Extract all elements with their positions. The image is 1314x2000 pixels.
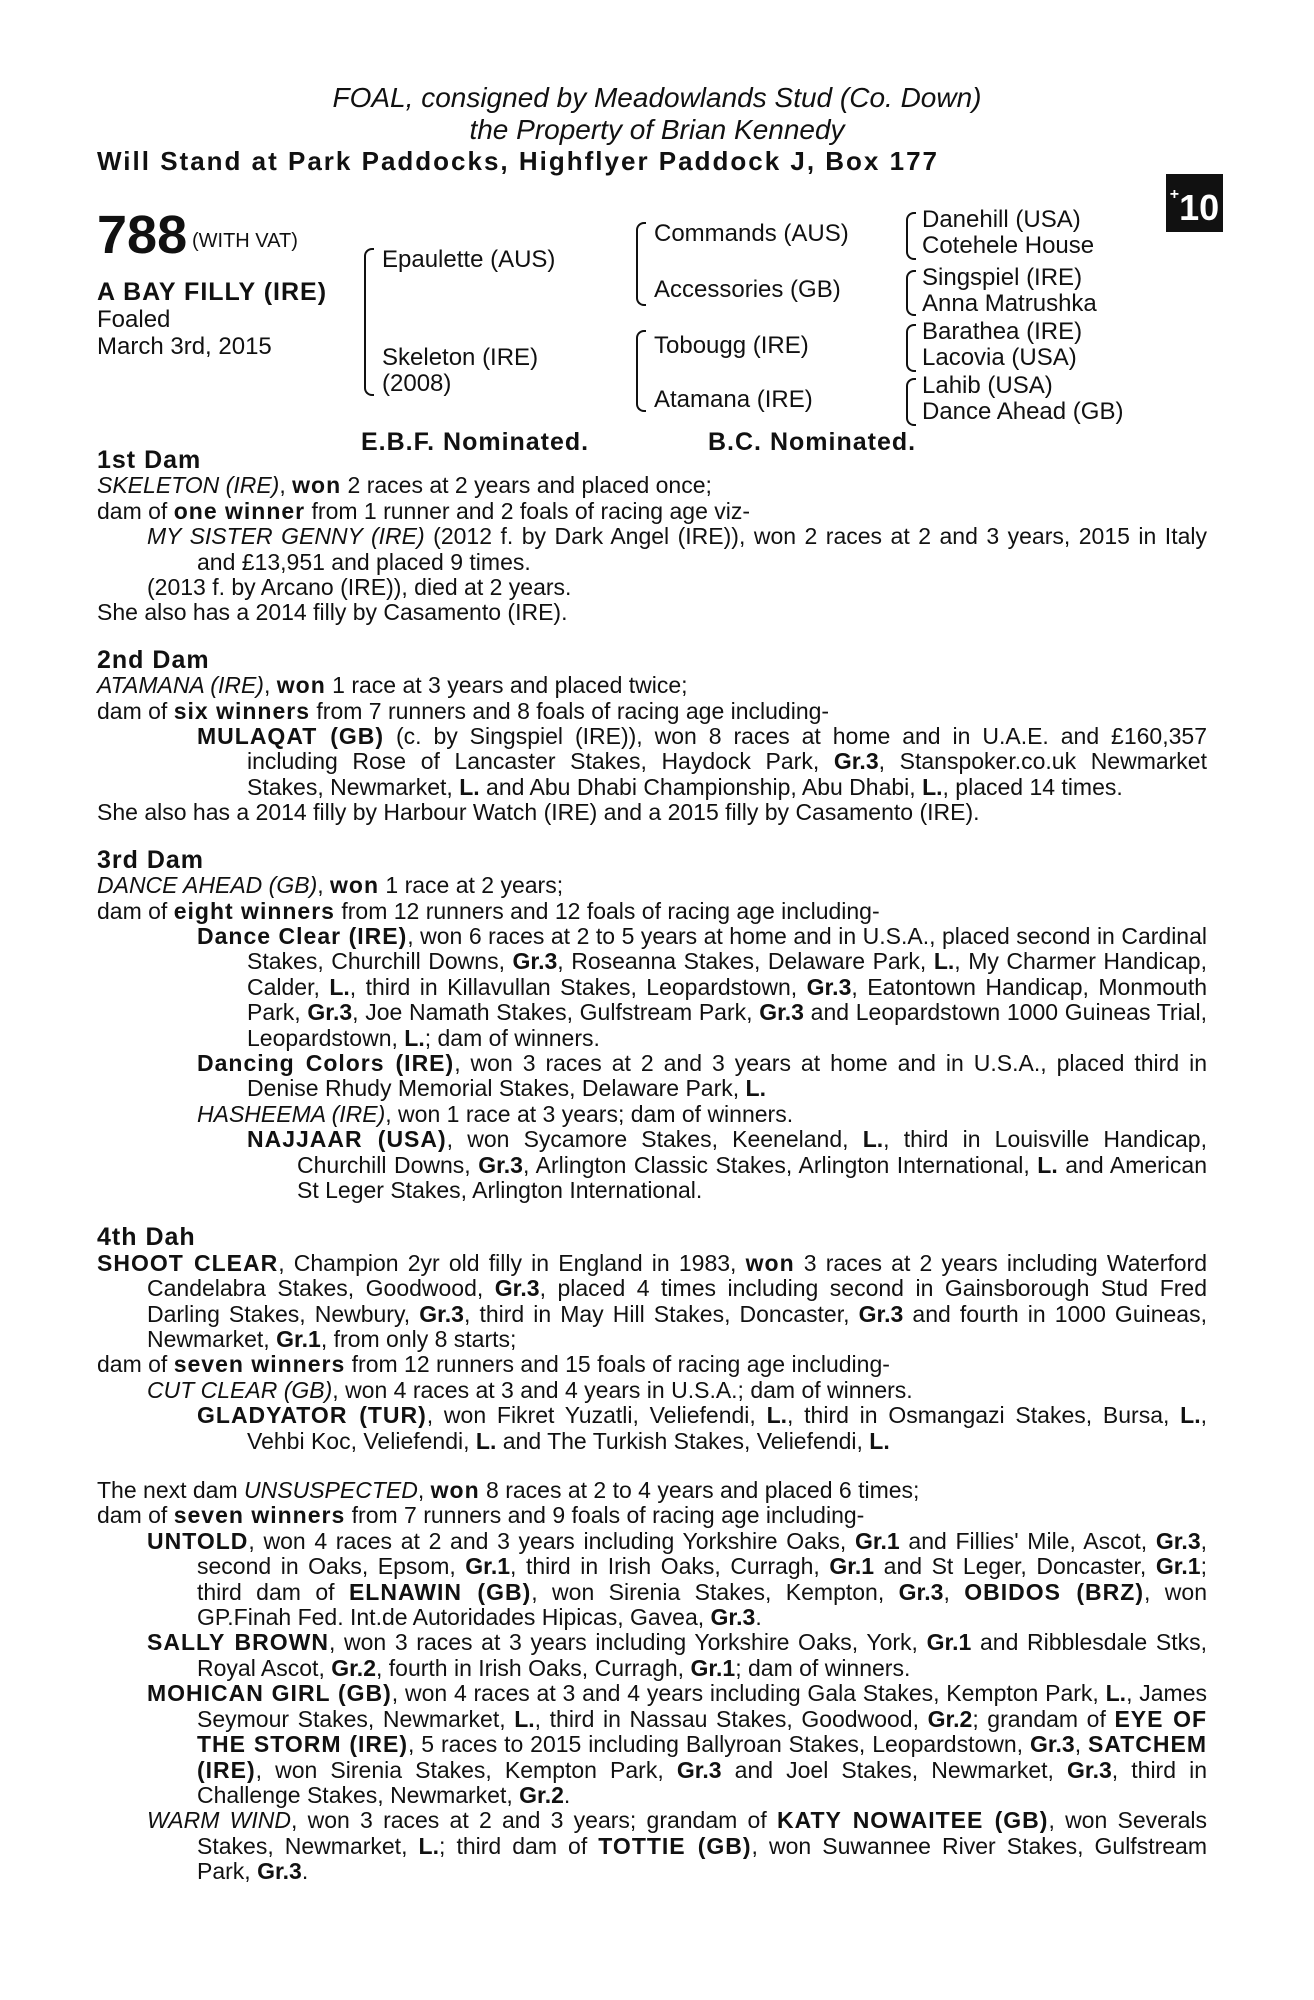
owner-line: the Property of Brian Kennedy [469, 114, 845, 145]
fourth-dam-line: SHOOT CLEAR, Champion 2yr old filly in England in 1983, won 3 races at 2 years including Waterford Candelabra Stakes, Goodwood, Gr.3, placed 4 times including second in Gainsborough Stud Fred Darling Stakes, Newbury, Gr.3, third in May Hill Stakes, Doncaster, Gr.3 and fourth in 1000 Guineas, Newmarket, Gr.1, from only 8 starts; [97, 1249, 1208, 1352]
ped-g3-5: Barathea (IRE) [922, 318, 1083, 345]
first-dam-produce: dam of one winner from 1 runner and 2 foals of racing age viz- [97, 497, 751, 524]
next-dam-foal-4: WARM WIND, won 3 races at 2 and 3 years; grandam of KATY NOWAITEE (GB), won Severals Stakes, Newmarket, L.; third dam of TOTTIE (GB), won Suwannee River Stakes, Gulfstream Park, Gr.3. [147, 1807, 1207, 1885]
third-dam-foal-3: HASHEEMA (IRE), won 1 race at 3 years; dam of winners. [197, 1100, 794, 1127]
fourth-dam-heading: 4th Dah [97, 1223, 196, 1252]
first-dam-note: She also has a 2014 filly by Casamento (IRE). [97, 599, 568, 626]
consignor-line: FOAL, consigned by Meadowlands Stud (Co. Down) [332, 82, 982, 113]
ped-g3-3: Singspiel (IRE) [922, 264, 1083, 291]
brace-g3-3 [906, 324, 916, 372]
ped-g3-6: Lacovia (USA) [922, 344, 1077, 371]
pedigree-notes [97, 448, 1207, 1885]
fourth-dam-grandfoal: GLADYATOR (TUR), won Fikret Yuzatli, Veliefendi, L., third in Osmangazi Stakes, Bursa, L., Vehbi Koc, Veliefendi, L. and The Turkish Stakes, Veliefendi, L. [197, 1402, 1207, 1454]
ped-g3-2: Cotehele House [922, 232, 1095, 259]
first-dam-foal-2: (2013 f. by Arcano (IRE)), died at 2 years. [147, 574, 572, 601]
brace-g3-2 [906, 270, 916, 316]
ped-g3-7: Lahib (USA) [922, 372, 1053, 399]
stand-location: Will Stand at Park Paddocks, Highflyer Paddock J, Box 177 [97, 146, 939, 176]
badge-number: 10 [1179, 187, 1220, 228]
ped-dam-sire: Tobougg (IRE) [654, 332, 809, 359]
ped-g3-4: Anna Matrushka [922, 290, 1097, 317]
brace-g3-4 [906, 378, 916, 426]
third-dam-foal-2: Dancing Colors (IRE), won 3 races at 2 and 3 years at home and in U.S.A., placed third in Denise Rhudy Memorial Stakes, Delaware Park, L. [197, 1049, 1207, 1102]
third-dam-grandfoal: NAJJAAR (USA), won Sycamore Stakes, Keeneland, L., third in Louisville Handicap, Churchill Downs, Gr.3, Arlington Classic Stakes, Arlington International, L. and American St Leger Stakes, Arlington International. [247, 1126, 1207, 1203]
third-dam-foal-1: Dance Clear (IRE), won 6 races at 2 to 5 years at home and in U.S.A., placed second in Cardinal Stakes, Churchill Downs, Gr.3, Roseanna Stakes, Delaware Park, L., My Charmer Handicap, Calder, L., third in Killavullan Stakes, Leopardstown, Gr.3, Eatontown Handicap, Monmouth Park, Gr.3, Joe Namath Stakes, Gulfstream Park, Gr.3 and Leopardstown 1000 Guineas Trial, Leopardstown, L.; dam of winners. [197, 922, 1208, 1051]
first-dam-foal-1: MY SISTER GENNY (IRE) (2012 f. by Dark Angel (IRE)), won 2 races at 2 and 3 years, 2015 in Italy and £13,951 and placed 9 times. [147, 523, 1207, 575]
first-dam-line: SKELETON (IRE), won 2 races at 2 years and placed once; [97, 472, 712, 499]
next-dam-produce: dam of seven winners from 7 runners and 9 foals of racing age including- [97, 1502, 865, 1529]
lot-title: A BAY FILLY (IRE) [97, 278, 328, 306]
ped-dam-year: (2008) [382, 370, 452, 397]
fourth-dam-produce: dam of seven winners from 12 runners and 15 foals of racing age including- [97, 1351, 890, 1378]
foaled-label: Foaled [97, 306, 171, 333]
ped-dam: Skeleton (IRE) [382, 344, 539, 371]
ped-g3-8: Dance Ahead (GB) [922, 398, 1124, 425]
ped-sire-dam: Accessories (GB) [654, 276, 841, 303]
second-dam-heading: 2nd Dam [97, 645, 210, 674]
bc-nominated: B.C. Nominated. [708, 428, 917, 456]
foaled-block [97, 306, 272, 360]
ped-sire-sire: Commands (AUS) [654, 220, 849, 247]
second-dam-foal-1: MULAQAT (GB) (c. by Singspiel (IRE)), won 8 races at home and in U.A.E. and £160,357 including Rose of Lancaster Stakes, Haydock Park, Gr.3, Stanspoker.co.uk Newmarket Stakes, Newmarket, L. and Abu Dhabi Championship, Abu Dhabi, L., placed 14 times. [197, 723, 1207, 800]
third-dam-produce: dam of eight winners from 12 runners and 12 foals of racing age including- [97, 897, 880, 924]
lot-number: 788 [97, 205, 188, 265]
brace-generation1 [364, 248, 374, 396]
brace-dam-parents [636, 330, 646, 412]
ped-dam-dam: Atamana (IRE) [654, 386, 813, 413]
brace-sire-parents [636, 222, 646, 306]
next-dam-foal-1: UNTOLD, won 4 races at 2 and 3 years including Yorkshire Oaks, Gr.1 and Fillies' Mile, Ascot, Gr.3, second in Oaks, Epsom, Gr.1, third in Irish Oaks, Curragh, Gr.1 and St Leger, Doncaster, Gr.1; third dam of ELNAWIN (GB), won Sirenia Stakes, Kempton, Gr.3, OBIDOS (BRZ), won GP.Finah Fed. Int.de Autoridades Hipicas, Gavea, Gr.3. [147, 1527, 1208, 1631]
brace-g3-1 [906, 212, 916, 260]
third-dam-line: DANCE AHEAD (GB), won 1 race at 2 years; [97, 872, 564, 899]
ped-g3-1: Danehill (USA) [922, 206, 1081, 233]
vat-note: (WITH VAT) [192, 230, 298, 252]
badge-mark: + [1169, 186, 1180, 203]
next-dam-foal-3: MOHICAN GIRL (GB), won 4 races at 3 and 4 years including Gala Stakes, Kempton Park, L., James Seymour Stakes, Newmarket, L., third in Nassau Stakes, Goodwood, Gr.2; grandam of EYE OF THE STORM (IRE), 5 races to 2015 including Ballyroan Stakes, Leopardstown, Gr.3, SATCHEM (IRE), won Sirenia Stakes, Kempton Park, Gr.3 and Joel Stakes, Newmarket, Gr.3, third in Challenge Stakes, Newmarket, Gr.2. [147, 1680, 1208, 1808]
third-dam-heading: 3rd Dam [97, 845, 205, 874]
next-dam-line: The next dam UNSUSPECTED, won 8 races at 2 to 4 years and placed 6 times; [97, 1477, 920, 1504]
ebf-nominated: E.B.F. Nominated. [361, 428, 590, 456]
next-dam-foal-2: SALLY BROWN, won 3 races at 3 years including Yorkshire Oaks, York, Gr.1 and Ribblesdale Stks, Royal Ascot, Gr.2, fourth in Irish Oaks, Curragh, Gr.1; dam of winners. [147, 1629, 1207, 1681]
second-dam-note: She also has a 2014 filly by Harbour Watch (IRE) and a 2015 filly by Casamento (IRE). [97, 799, 980, 826]
first-dam-heading: 1st Dam [97, 446, 202, 474]
page-badge [1166, 174, 1223, 232]
ped-sire: Epaulette (AUS) [382, 246, 556, 273]
second-dam-produce: dam of six winners from 7 runners and 8 foals of racing age including- [97, 697, 830, 724]
second-dam-line: ATAMANA (IRE), won 1 race at 3 years and placed twice; [97, 672, 688, 699]
fourth-dam-foal-1: CUT CLEAR (GB), won 4 races at 3 and 4 years in U.S.A.; dam of winners. [147, 1376, 913, 1403]
foaled-date: March 3rd, 2015 [97, 333, 272, 360]
